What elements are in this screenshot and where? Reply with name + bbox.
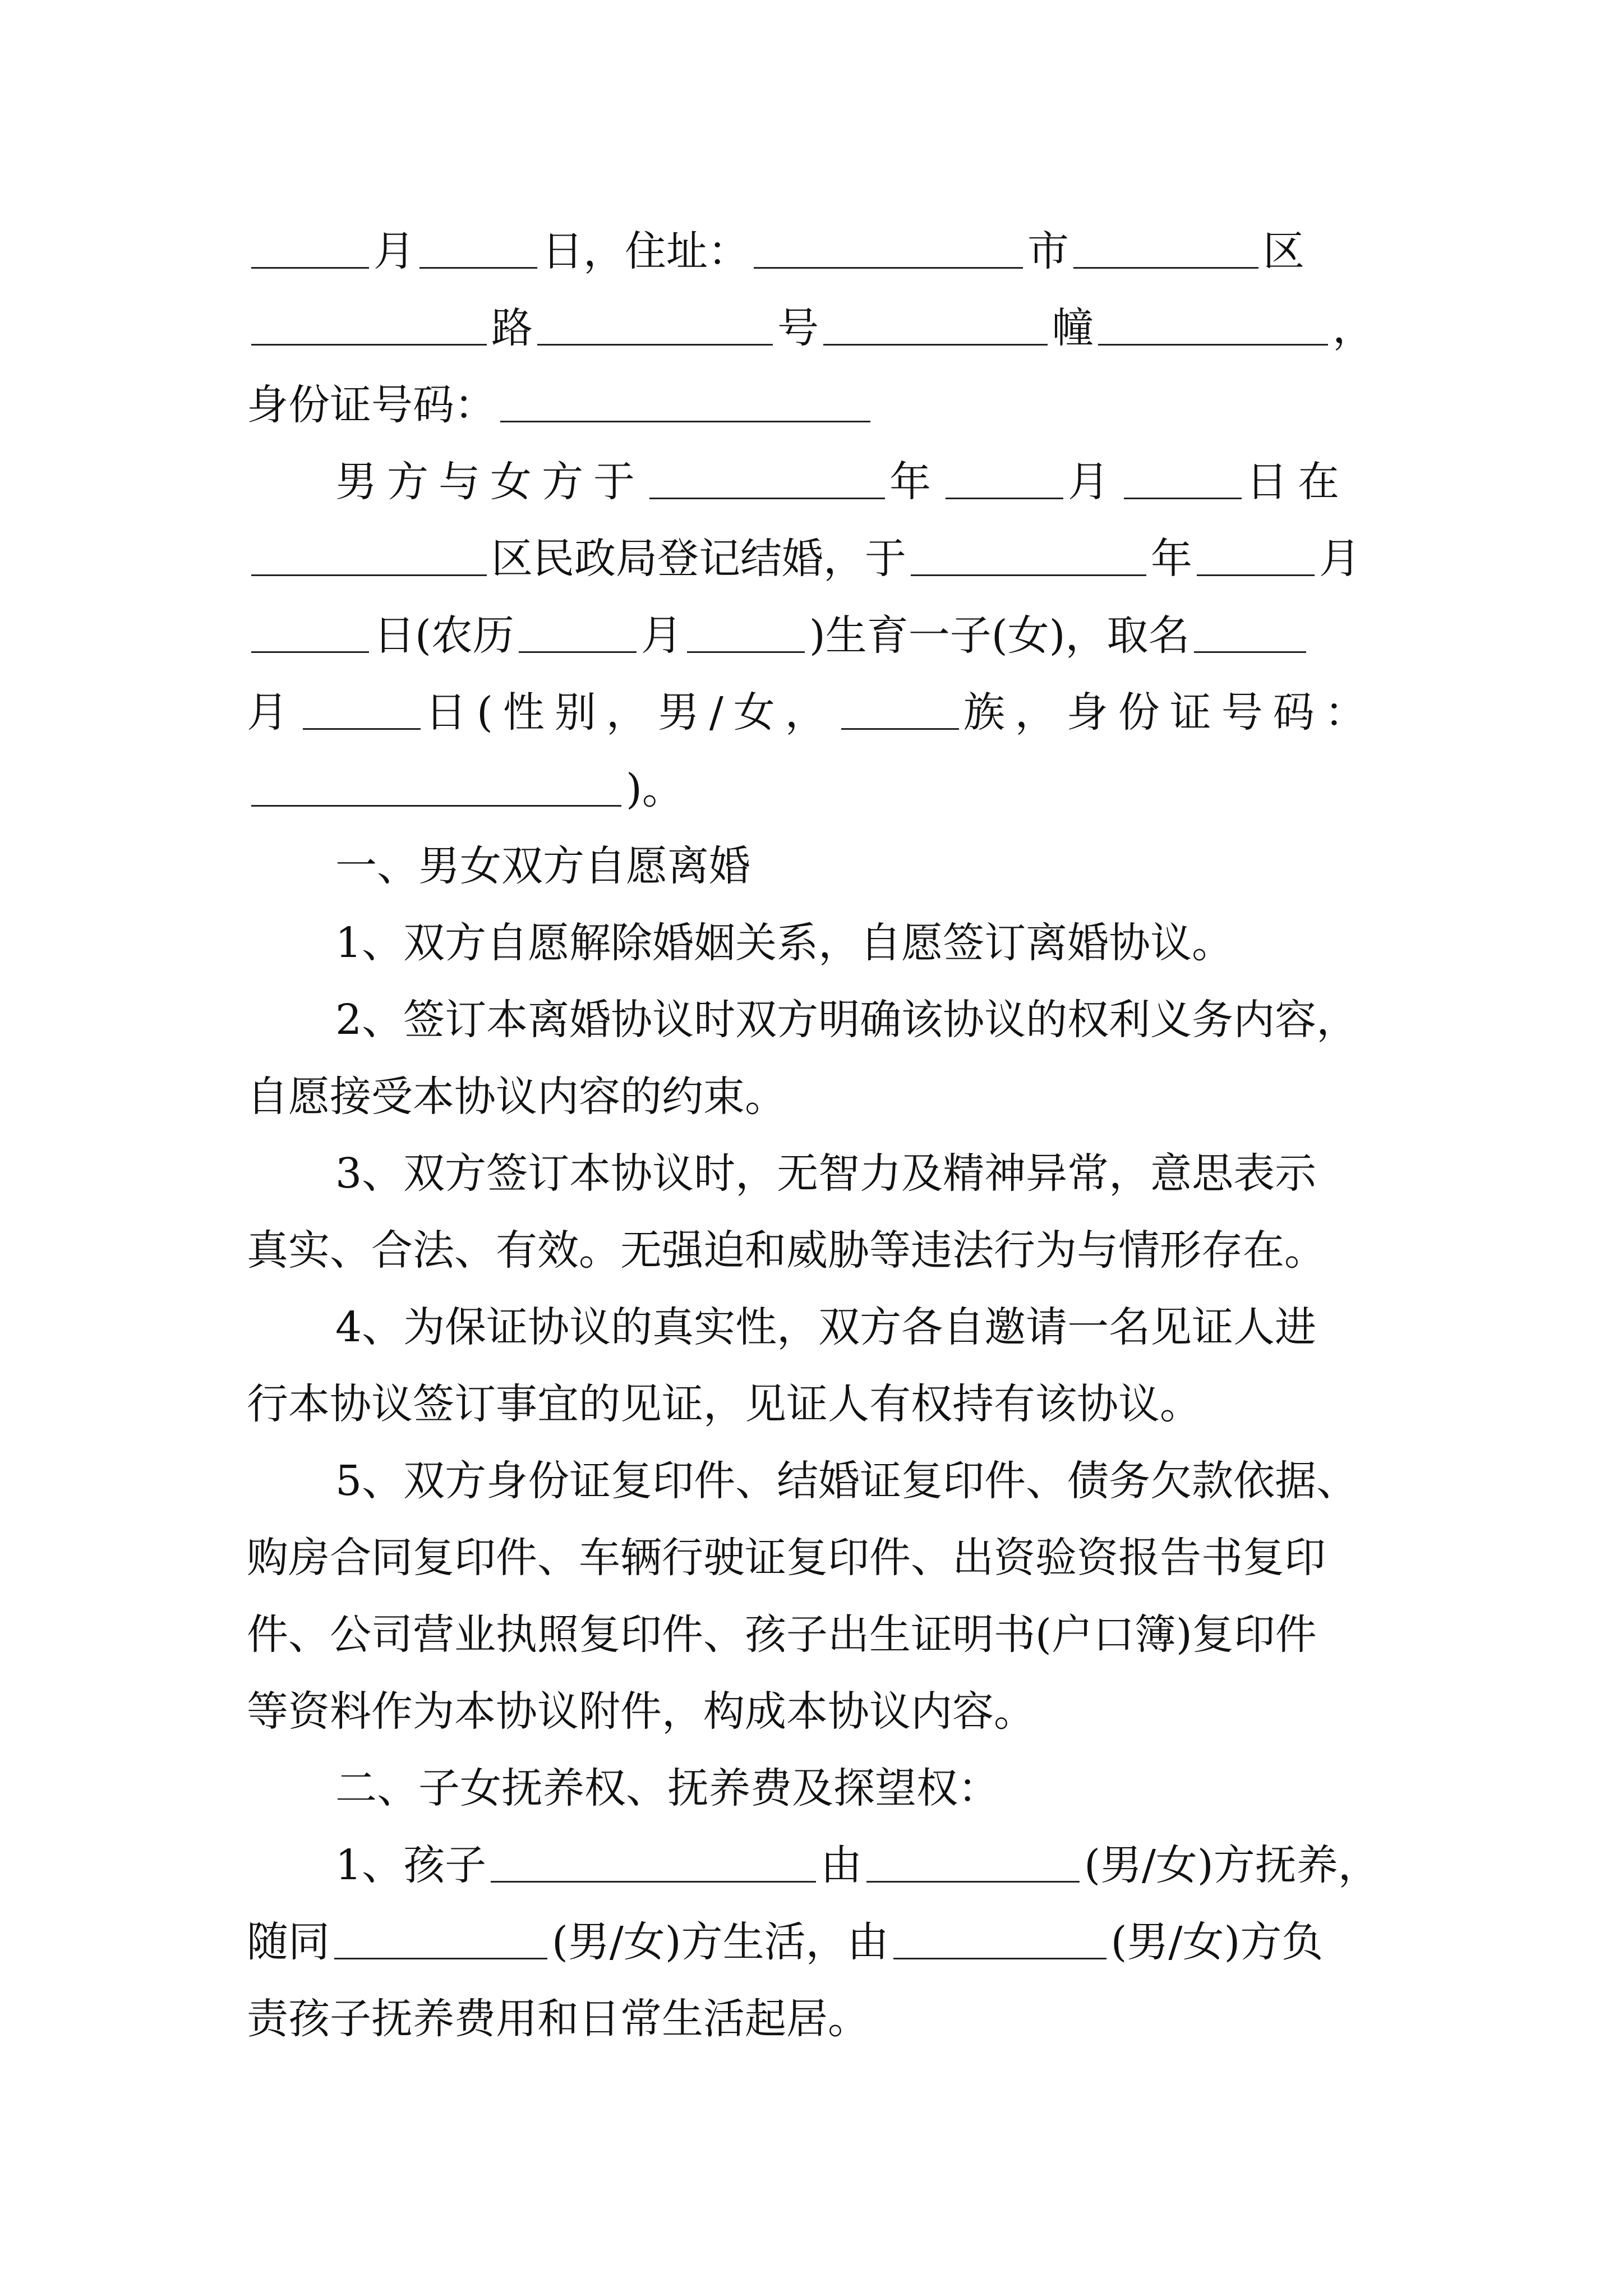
text-line	[247, 367, 1385, 444]
fill-in-blank[interactable]	[334, 1954, 547, 1959]
text-line	[247, 1750, 1385, 1827]
fill-in-blank[interactable]	[687, 648, 805, 653]
fill-in-blank[interactable]	[754, 264, 1023, 269]
fill-in-blank[interactable]	[1073, 264, 1258, 269]
text-segment: 月	[1068, 458, 1119, 506]
text-line	[247, 828, 1385, 905]
text-segment: 一、男女双方自愿离婚	[335, 842, 750, 890]
text-line	[247, 674, 1385, 751]
text-segment: 年	[1151, 535, 1192, 583]
fill-in-blank[interactable]	[893, 1954, 1106, 1959]
text-line	[247, 1673, 1385, 1750]
text-segment: 日(农历	[374, 611, 514, 660]
text-line	[247, 1904, 1385, 1981]
text-segment: 5、双方身份证复印件、结婚证复印件、债务欠款依据、	[335, 1457, 1358, 1505]
text-segment: 月	[1319, 535, 1361, 583]
text-segment: ，	[1332, 304, 1374, 352]
text-segment: (男/女)方生活，由	[552, 1918, 889, 1966]
text-line	[247, 521, 1385, 597]
text-segment: 3、双方签订本协议时，无智力及精神异常，意思表示	[335, 1149, 1317, 1198]
text-segment: 日(性别，男/女，	[425, 688, 837, 737]
text-segment: )生育一子(女)，取名	[809, 611, 1190, 660]
text-line	[247, 905, 1385, 982]
fill-in-blank[interactable]	[649, 494, 885, 499]
text-segment: 月	[247, 688, 298, 737]
text-segment: 行本协议签订事宜的见证，见证人有权持有该协议。	[247, 1380, 1201, 1428]
fill-in-blank[interactable]	[251, 264, 369, 269]
fill-in-blank[interactable]	[500, 417, 870, 422]
text-segment: 2、签订本离婚协议时双方明确该协议的权利义务内容，	[335, 996, 1358, 1044]
text-line	[247, 982, 1385, 1059]
text-line	[247, 1289, 1385, 1366]
text-segment: 由	[820, 1841, 863, 1889]
fill-in-blank[interactable]	[519, 648, 637, 653]
text-segment: 日在	[1246, 458, 1349, 506]
text-line	[247, 1981, 1385, 2058]
fill-in-blank[interactable]	[251, 802, 621, 807]
text-segment: 4、为保证协议的真实性，双方各自邀请一名见证人进	[335, 1303, 1317, 1351]
text-segment: 随同	[247, 1918, 330, 1966]
fill-in-blank[interactable]	[946, 494, 1063, 499]
fill-in-blank[interactable]	[251, 341, 487, 346]
text-segment: 1、双方自愿解除婚姻关系，自愿签订离婚协议。	[335, 919, 1234, 967]
text-segment: 真实、合法、有效。无强迫和威胁等违法行为与情形存在。	[247, 1226, 1326, 1274]
text-segment: 族，身份证号码：	[963, 688, 1376, 737]
fill-in-blank[interactable]	[841, 725, 959, 730]
text-segment: 购房合同复印件、车辆行驶证复印件、出资验资报告书复印	[247, 1534, 1326, 1582]
document-body	[247, 213, 1385, 2058]
text-segment: 年	[889, 458, 941, 506]
text-segment: 区	[1263, 227, 1304, 275]
text-line	[247, 1596, 1385, 1673]
text-line	[247, 444, 1385, 521]
text-segment: 幢	[1052, 304, 1094, 352]
text-segment: 责孩子抚养费用和日常生活起居。	[247, 1995, 869, 2043]
text-segment: 月	[640, 611, 683, 660]
text-segment: 件、公司营业执照复印件、孩子出生证明书(户口簿)复印件	[247, 1611, 1317, 1659]
text-segment: 号	[777, 304, 819, 352]
fill-in-blank[interactable]	[303, 725, 421, 730]
text-line	[247, 751, 1385, 828]
text-segment: 市	[1027, 227, 1069, 275]
fill-in-blank[interactable]	[823, 341, 1048, 346]
fill-in-blank[interactable]	[1194, 648, 1306, 653]
fill-in-blank[interactable]	[866, 1878, 1080, 1883]
text-line	[247, 1135, 1385, 1212]
text-line	[247, 1059, 1385, 1135]
text-segment: 1、孩子	[335, 1841, 487, 1889]
text-segment: (男/女)方抚养，	[1084, 1841, 1380, 1889]
text-segment: 身份证号码：	[247, 381, 496, 429]
text-line	[247, 1443, 1385, 1520]
fill-in-blank[interactable]	[251, 648, 369, 653]
fill-in-blank[interactable]	[1197, 571, 1315, 576]
text-line	[247, 213, 1385, 290]
text-line	[247, 1520, 1385, 1596]
fill-in-blank[interactable]	[419, 264, 537, 269]
text-segment: 日，住址：	[542, 227, 749, 275]
text-line	[247, 1212, 1385, 1289]
text-segment: )。	[626, 765, 684, 813]
text-segment: (男/女)方负	[1110, 1918, 1324, 1966]
text-segment: 区民政局登记结婚，于	[491, 535, 906, 583]
text-segment: 自愿接受本协议内容的约束。	[247, 1073, 786, 1121]
fill-in-blank[interactable]	[1124, 494, 1242, 499]
text-line	[247, 1827, 1385, 1904]
fill-in-blank[interactable]	[251, 571, 487, 576]
text-line	[247, 290, 1385, 367]
text-segment: 二、子女抚养权、抚养费及探望权：	[335, 1764, 999, 1812]
fill-in-blank[interactable]	[537, 341, 773, 346]
text-line	[247, 1366, 1385, 1443]
text-segment: 路	[491, 304, 533, 352]
text-line	[247, 597, 1385, 674]
fill-in-blank[interactable]	[911, 571, 1146, 576]
text-segment: 男方与女方于	[335, 458, 645, 506]
fill-in-blank[interactable]	[1098, 341, 1328, 346]
fill-in-blank[interactable]	[491, 1878, 816, 1883]
text-segment: 等资料作为本协议附件，构成本协议内容。	[247, 1687, 1035, 1736]
text-segment: 月	[374, 227, 415, 275]
